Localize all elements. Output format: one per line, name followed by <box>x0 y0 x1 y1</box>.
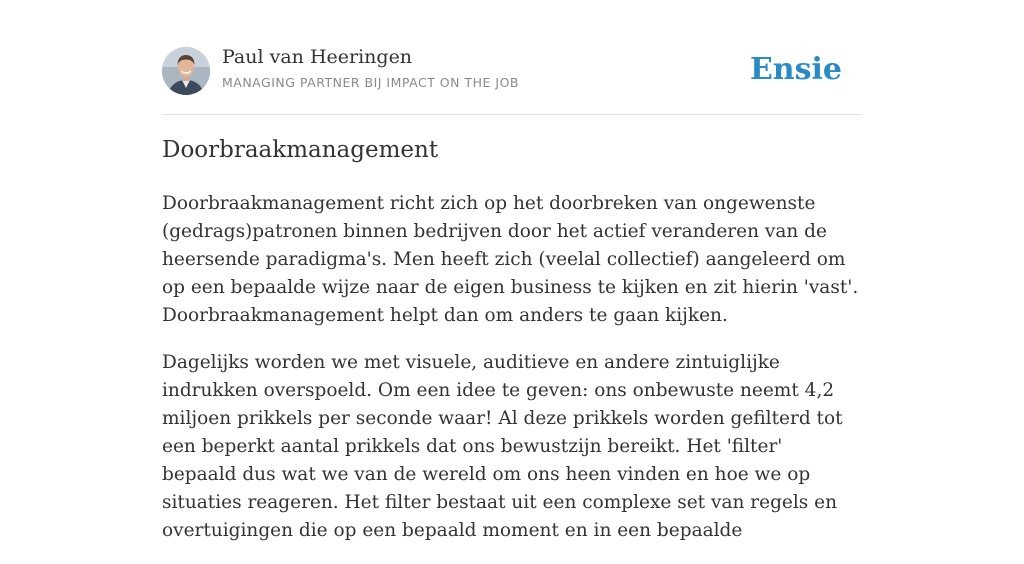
article-paragraph: Doorbraakmanagement richt zich op het doorbreken van ongewenste (gedrags)patronen binnen bedrijven door het actief veranderen van de heersende paradigma's. Men heeft zich (veelal collectief) aangeleerd om op een bepaalde wijze naar de eigen business te kijken en zit hierin 'vast'. Doorbraakmanagement helpt dan om anders te gaan kijken. <box>162 193 859 326</box>
article-title: Doorbraakmanagement <box>162 137 439 163</box>
article-paragraph: Dagelijks worden we met visuele, auditieve en andere zintuiglijke indrukken overspoeld. Om een idee te geven: ons onbewuste neemt 4,2 miljoen prikkels per seconde waar! Al deze prikkels worden gefilterd tot een beperkt aantal prikkels dat ons bewustzijn bereikt. Het 'filter' bepaald dus wat we van de wereld om ons heen vinden en hoe we op situaties reageren. Het filter bestaat uit een complexe set van regels en overtuigingen die op een bepaald moment en in een bepaalde <box>162 352 843 541</box>
author-name[interactable]: Paul van Heeringen <box>222 46 413 68</box>
author-role: MANAGING PARTNER BIJ IMPACT ON THE JOB <box>222 75 519 90</box>
author-avatar[interactable] <box>162 47 210 95</box>
ensie-logo[interactable]: Ensie <box>749 52 842 87</box>
author-header <box>162 46 862 115</box>
avatar-portrait-icon <box>162 47 210 95</box>
article-body <box>162 190 862 564</box>
